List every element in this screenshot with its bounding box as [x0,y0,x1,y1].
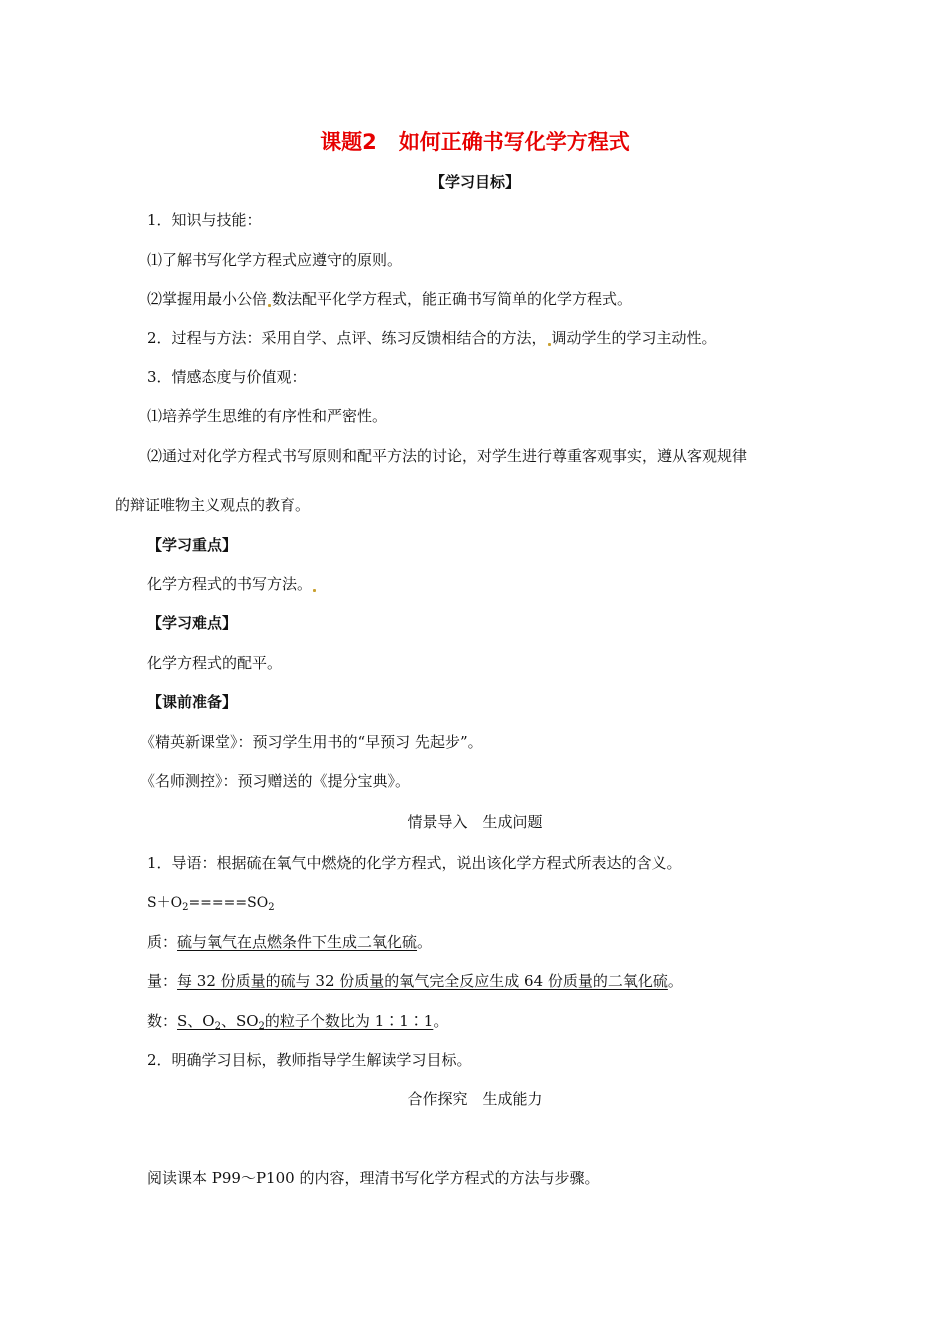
equation-lhs: S＋O [147,895,183,911]
objective-3b-line2: 的辩证唯物主义观点的教育。 [115,496,311,514]
key-point-content: 化学方程式的书写方法。 [147,575,313,593]
quantity-end: 。 [667,972,683,990]
equation-sub-2: 2 [268,902,275,913]
objective-2-part1: 2．过程与方法：采用自学、点评、练习反馈相结合的方法， [147,329,547,347]
preparation-heading: 【课前准备】 [147,693,238,711]
objective-1a: ⑴了解书写化学方程式应遵守的原则。 [147,251,403,269]
key-point-heading: 【学习重点】 [147,536,238,554]
quality-label: 质： [147,933,178,951]
difficulty-text: 化学方程式的配平。 [147,654,283,672]
equation-arrow: ===== [188,895,248,911]
objective-1-title: 1．知识与技能： [147,211,262,229]
quantity-label: 量： [147,972,178,990]
lesson-title [0,129,950,155]
count-t3: 的粒子个数比为 1∶1∶1 [264,1012,434,1030]
preparation-line-2: 《名师测控》：预习赠送的《提分宝典》。 [140,772,411,790]
lesson-number: 课题2 [320,130,377,154]
count-t1: S、O [177,1012,215,1030]
section-explore-heading: 合作探究 生成能力 [407,1090,543,1108]
objective-2-part2: 调动学生的学习主动性。 [551,329,717,347]
objective-3-title: 3．情感态度与价值观： [147,368,307,386]
count-t2: 、SO [220,1012,259,1030]
objective-1b [147,289,632,309]
objective-3a: ⑴培养学生思维的有序性和严密性。 [147,407,388,425]
objective-1b-part1: ⑵掌握用最小公倍 [147,290,268,308]
count-end: 。 [433,1012,449,1030]
count-label: 数： [147,1012,178,1030]
key-point-text [147,574,317,594]
meaning-count [147,1011,448,1031]
mark-dot [548,343,551,346]
mark-dot [313,589,316,592]
difficulty-heading: 【学习难点】 [147,614,238,632]
lesson-topic: 如何正确书写化学方程式 [398,130,630,154]
equation [147,893,275,913]
intro-item-2: 2．明确学习目标，教师指导学生解读学习目标。 [147,1051,472,1069]
equation-sub-1: 2 [182,902,189,913]
objective-3b-line1: ⑵通过对化学方程式书写原则和配平方法的讨论，对学生进行尊重客观事实，遵从客观规律 [147,447,748,465]
quality-text: 硫与氧气在点燃条件下生成二氧化硫 [177,933,418,951]
section-intro-heading: 情景导入 生成问题 [407,813,543,831]
count-s1: 2 [214,1021,221,1032]
preparation-line-1: 《精英新课堂》：预习学生用书的“早预习 先起步”。 [140,733,483,751]
meaning-quality [147,932,432,952]
objectives-heading: 【学习目标】 [429,173,520,191]
explore-text: 阅读课本 P99～P100 的内容，理清书写化学方程式的方法与步骤。 [147,1169,600,1187]
objective-1b-part2: 数法配平化学方程式，能正确书写简单的化学方程式。 [272,290,633,308]
meaning-quantity [147,971,683,991]
mark-dot [268,304,271,307]
objective-2 [147,328,717,348]
count-text [177,1012,433,1030]
count-s2: 2 [258,1021,265,1032]
intro-item-1: 1．导语：根据硫在氧气中燃烧的化学方程式，说出该化学方程式所表达的含义。 [147,854,682,872]
quantity-text: 每 32 份质量的硫与 32 份质量的氧气完全反应生成 64 份质量的二氧化硫 [177,972,668,990]
quality-end: 。 [417,933,433,951]
equation-rhs: SO [247,895,269,911]
